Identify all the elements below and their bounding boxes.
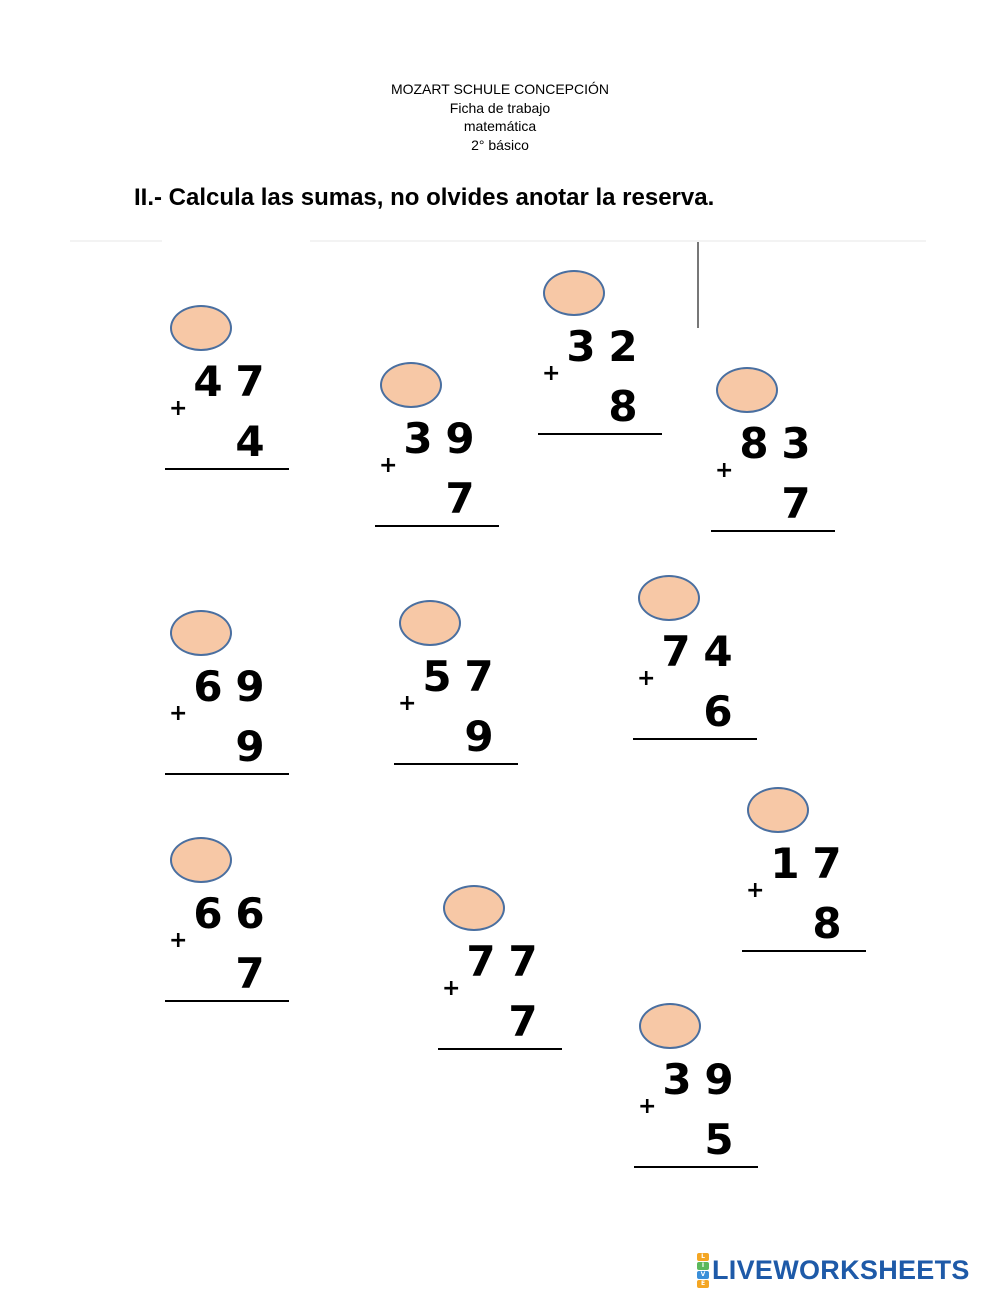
carry-answer-bubble[interactable] — [443, 885, 505, 931]
logo-block: L — [697, 1253, 709, 1261]
units-digit: 2 — [608, 322, 638, 371]
addition-problem — [394, 600, 524, 805]
carry-answer-bubble[interactable] — [170, 837, 232, 883]
addition-problem — [742, 787, 872, 992]
carry-answer-bubble[interactable] — [399, 600, 461, 646]
addition-problem — [165, 305, 295, 510]
units-digit: 7 — [812, 839, 842, 888]
sum-line — [165, 773, 289, 775]
vertical-divider — [697, 242, 699, 328]
logo-blocks-icon — [697, 1253, 709, 1288]
units-digit: 7 — [445, 474, 475, 523]
units-digit: 9 — [704, 1055, 734, 1104]
sum-line — [538, 433, 662, 435]
plus-sign: + — [638, 1094, 657, 1119]
addition-problem — [711, 367, 841, 572]
addition-problem — [633, 575, 763, 780]
logo-text: LIVEWORKSHEETS — [712, 1254, 970, 1285]
units-digit: 4 — [235, 417, 265, 466]
plus-sign: + — [379, 453, 398, 478]
carry-answer-bubble[interactable] — [747, 787, 809, 833]
units-digit: 6 — [703, 687, 733, 736]
tens-digit: 4 — [193, 357, 223, 406]
units-digit: 9 — [445, 414, 475, 463]
addition-problem — [165, 610, 295, 815]
bottom-number — [165, 949, 289, 998]
liveworksheets-logo — [697, 1252, 970, 1287]
plus-sign: + — [398, 691, 417, 716]
carry-answer-bubble[interactable] — [380, 362, 442, 408]
units-digit: 5 — [704, 1115, 734, 1164]
addition-problem — [165, 837, 295, 1042]
bottom-number — [538, 382, 662, 431]
logo-block: E — [697, 1280, 709, 1288]
bottom-number — [394, 712, 518, 761]
units-digit: 7 — [464, 652, 494, 701]
units-digit: 9 — [235, 722, 265, 771]
tens-digit: 7 — [661, 627, 691, 676]
units-digit: 7 — [508, 997, 538, 1046]
units-digit: 4 — [703, 627, 733, 676]
units-digit: 9 — [235, 662, 265, 711]
plus-sign: + — [715, 458, 734, 483]
school-name: MOZART SCHULE CONCEPCIÓN — [390, 81, 610, 97]
tens-digit: 6 — [193, 889, 223, 938]
tens-digit: 3 — [403, 414, 433, 463]
bottom-number — [633, 687, 757, 736]
plus-sign: + — [169, 396, 188, 421]
faint-divider — [310, 240, 926, 242]
plus-sign: + — [637, 666, 656, 691]
tens-digit: 3 — [566, 322, 596, 371]
tens-digit: 8 — [739, 419, 769, 468]
grade: 2° básico — [471, 136, 529, 153]
units-digit: 7 — [235, 357, 265, 406]
carry-answer-bubble[interactable] — [170, 610, 232, 656]
addition-problem — [438, 885, 568, 1090]
plus-sign: + — [542, 361, 561, 386]
tens-digit: 6 — [193, 662, 223, 711]
tens-digit: 5 — [422, 652, 452, 701]
tens-digit: 7 — [466, 937, 496, 986]
subject: matemática — [463, 118, 537, 134]
units-digit: 8 — [812, 899, 842, 948]
carry-answer-bubble[interactable] — [543, 270, 605, 316]
carry-answer-bubble[interactable] — [639, 1003, 701, 1049]
logo-block: I — [697, 1262, 709, 1270]
plus-sign: + — [442, 976, 461, 1001]
worksheet-header — [0, 80, 1000, 154]
bottom-number — [165, 417, 289, 466]
tens-digit: 3 — [662, 1055, 692, 1104]
bottom-number — [711, 479, 835, 528]
sum-line — [438, 1048, 562, 1050]
plus-sign: + — [746, 878, 765, 903]
plus-sign: + — [169, 701, 188, 726]
carry-answer-bubble[interactable] — [170, 305, 232, 351]
sum-line — [634, 1166, 758, 1168]
bottom-number — [438, 997, 562, 1046]
bottom-number — [634, 1115, 758, 1164]
units-digit: 9 — [464, 712, 494, 761]
addition-problem — [375, 362, 505, 567]
faint-divider — [70, 240, 162, 242]
instruction-title: II.- Calcula las sumas, no olvides anotar la reserva. — [134, 184, 715, 211]
plus-sign: + — [169, 928, 188, 953]
addition-problem — [634, 1003, 764, 1208]
tens-digit: 1 — [770, 839, 800, 888]
sum-line — [633, 738, 757, 740]
units-digit: 7 — [235, 949, 265, 998]
sum-line — [165, 468, 289, 470]
sheet-type: Ficha de trabajo — [449, 99, 551, 116]
bottom-number — [165, 722, 289, 771]
addition-problem — [538, 270, 668, 475]
bottom-number — [742, 899, 866, 948]
units-digit: 6 — [235, 889, 265, 938]
bottom-number — [375, 474, 499, 523]
logo-block: V — [697, 1271, 709, 1279]
carry-answer-bubble[interactable] — [638, 575, 700, 621]
sum-line — [375, 525, 499, 527]
sum-line — [165, 1000, 289, 1002]
units-digit: 7 — [781, 479, 811, 528]
carry-answer-bubble[interactable] — [716, 367, 778, 413]
sum-line — [394, 763, 518, 765]
units-digit: 3 — [781, 419, 811, 468]
units-digit: 7 — [508, 937, 538, 986]
units-digit: 8 — [608, 382, 638, 431]
sum-line — [742, 950, 866, 952]
sum-line — [711, 530, 835, 532]
